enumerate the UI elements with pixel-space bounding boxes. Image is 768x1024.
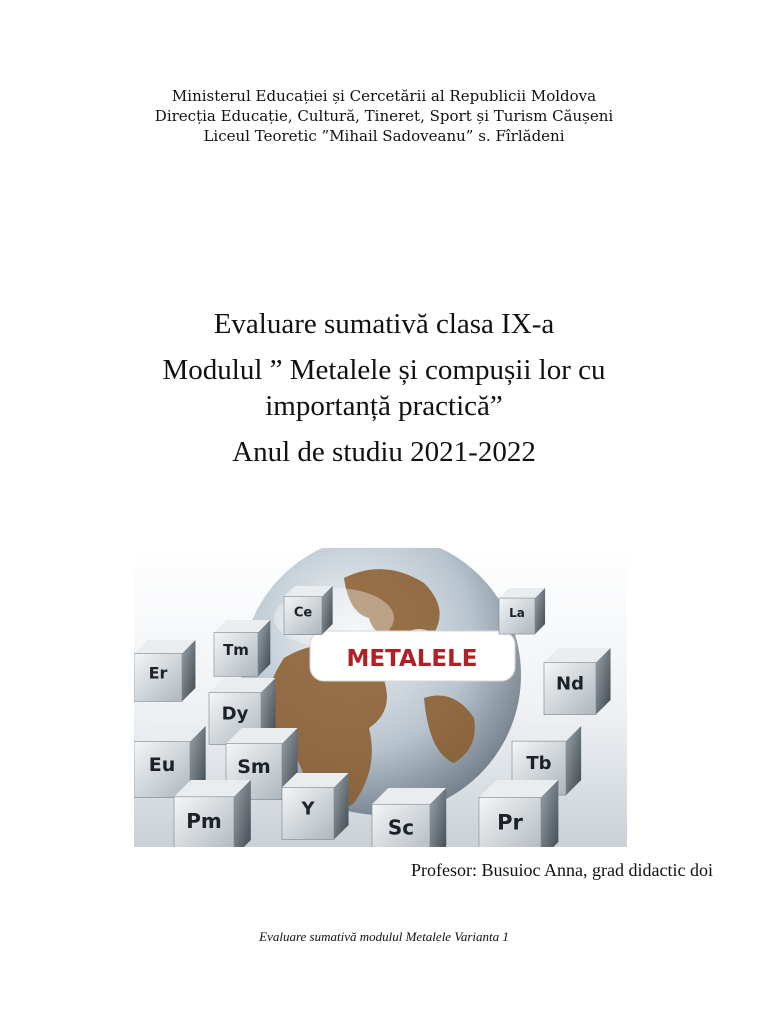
title-module-line1: Modulul ” Metalele și compușii lor cu	[162, 354, 606, 386]
element-cube-ce	[284, 586, 333, 635]
header-institution	[0, 86, 768, 146]
element-symbol-pm: Pm	[186, 809, 222, 833]
metals-illustration	[134, 548, 627, 847]
element-symbol-tb: Tb	[526, 753, 552, 775]
element-symbol-la: La	[509, 605, 525, 620]
metals-illustration-svg	[134, 548, 627, 847]
teacher-credit: Profesor: Busuioc Anna, grad didactic doi	[411, 860, 713, 880]
element-cube-pm	[174, 780, 251, 847]
header-ministry: Ministerul Educației și Cercetării al Republicii Moldova	[171, 87, 597, 105]
element-symbol-er: Er	[148, 663, 168, 683]
element-symbol-dy: Dy	[221, 703, 249, 725]
title-school-year: Anul de studiu 2021-2022	[232, 436, 536, 468]
element-cube-pr	[479, 780, 558, 847]
header-directorate: Direcția Educație, Cultură, Tineret, Sport și Turism Căușeni	[154, 107, 614, 125]
element-cube-y	[282, 773, 349, 840]
element-cube-sc	[372, 788, 446, 847]
element-symbol-pr: Pr	[497, 810, 523, 835]
element-symbol-eu: Eu	[148, 753, 176, 776]
element-cube-nd	[544, 648, 611, 715]
title-module-line2: importanță practică”	[265, 390, 503, 422]
element-symbol-sc: Sc	[387, 815, 415, 840]
title-evaluation: Evaluare sumativă clasa IX-a	[213, 308, 555, 340]
metalele-banner-text: METALELE	[346, 646, 478, 672]
element-cube-er	[134, 640, 195, 701]
header-school: Liceul Teoretic ”Mihail Sadoveanu” s. Fîrlădeni	[203, 127, 565, 145]
element-symbol-nd: Nd	[556, 673, 584, 695]
document-title	[0, 306, 768, 470]
element-symbol-y: Y	[301, 798, 315, 820]
element-cube-tm	[214, 620, 270, 676]
element-symbol-tm: Tm	[223, 641, 249, 660]
element-cube-la	[499, 588, 545, 634]
element-symbol-ce: Ce	[293, 605, 313, 621]
footer-variant: Evaluare sumativă modulul Metalele Varianta 1	[259, 929, 509, 944]
element-symbol-sm: Sm	[237, 755, 271, 778]
